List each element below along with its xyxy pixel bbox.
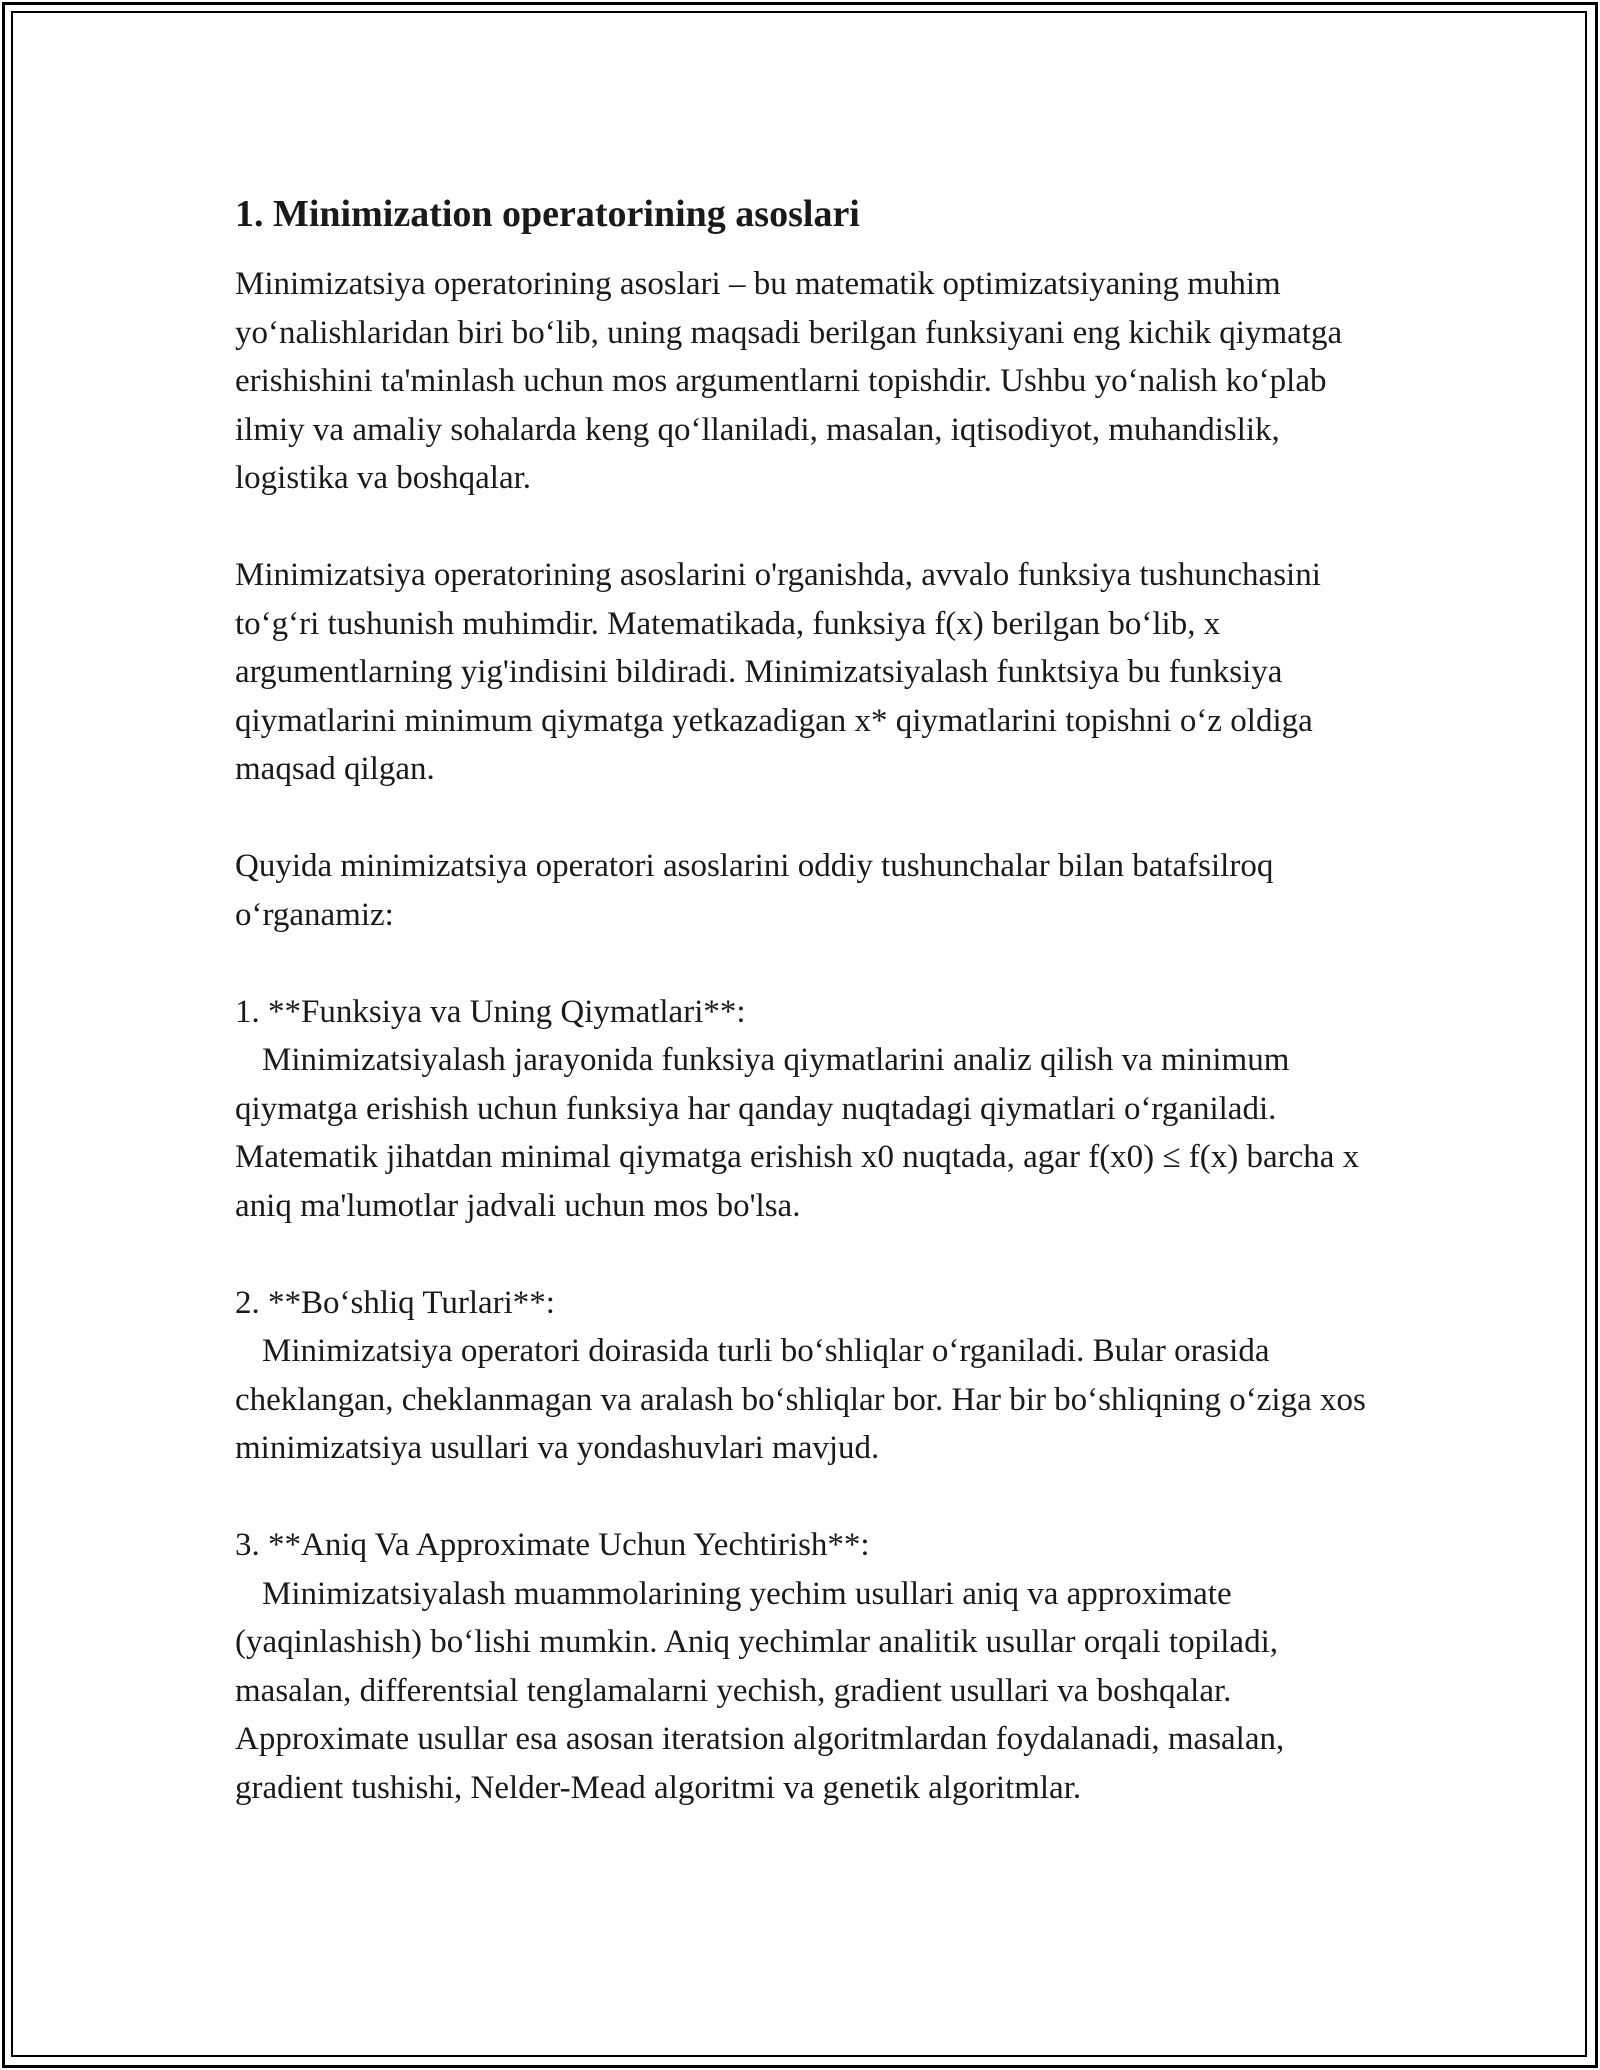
list-item bbox=[235, 988, 1385, 1231]
list-item-body: Minimizatsiyalash jarayonida funksiya qiymatlarini analiz qilish va minimum qiymatga erishish uchun funksiya har qanday nuqtadagi qiymatlari o‘rganiladi. Matematik jihatdan minimal qiymatga erishish x0 nuqtada, agar f(x0) ≤ f(x) barcha x aniq ma'lumotlar jadvali uchun mos bo'lsa. bbox=[235, 1042, 1360, 1224]
list-item-body: Minimizatsiya operatori doirasida turli bo‘shliqlar o‘rganiladi. Bular orasida cheklangan, cheklanmagan va aralash bo‘shliqlar bor. Har bir bo‘shliqning o‘ziga xos minimizatsiya usullari va yondashuvlari mavjud. bbox=[235, 1333, 1366, 1466]
list-item bbox=[235, 1521, 1385, 1812]
list-item-body: Minimizatsiyalash muammolarining yechim usullari aniq va approximate (yaqinlashish) bo‘lishi mumkin. Aniq yechimlar analitik usullar orqali topiladi, masalan, differentsial tenglamalarni yechish, gradient usullari va boshqalar. Approximate usullar esa asosan iteratsion algoritmlardan foydalanadi, masalan, gradient tushishi, Nelder-Mead algoritmi va genetik algoritmlar. bbox=[235, 1575, 1285, 1806]
paragraph-function-concept: Minimizatsiya operatorining asoslarini o'rganishda, avvalo funksiya tushunchasini to‘g‘ri tushunish muhimdir. Matematikada, funksiya f(x) berilgan bo‘lib, x argumentlarning yig'indisini bildiradi. Minimizatsiyalash funktsiya bu funksiya qiymatlarini minimum qiymatga yetkazadigan x* qiymatlarini topishni o‘z oldiga maqsad qilgan. bbox=[235, 557, 1321, 787]
document-body bbox=[235, 188, 1385, 1861]
list-item-heading: 3. **Aniq Va Approximate Uchun Yechtirish**: bbox=[235, 1527, 870, 1563]
list-item-heading: 1. **Funksiya va Uning Qiymatlari**: bbox=[235, 993, 746, 1030]
list-item bbox=[235, 1279, 1385, 1473]
section-title: 1. Minimization operatorining asoslari bbox=[235, 193, 860, 235]
paragraph-list-intro: Quyida minimizatsiya operatori asoslarini oddiy tushunchalar bilan batafsilroq o‘rganamiz: bbox=[235, 848, 1274, 933]
paragraph-intro: Minimizatsiya operatorining asoslari – bu matematik optimizatsiyaning muhim yo‘nalishlaridan biri bo‘lib, uning maqsadi berilgan funksiyani eng kichik qiymatga erishishini ta'minlash uchun mos argumentlarni topishdir. Ushbu yo‘nalish ko‘plab ilmiy va amaliy sohalarda keng qo‘llaniladi, masalan, iqtisodiyot, muhandislik, logistika va boshqalar. bbox=[235, 266, 1343, 496]
list-item-heading: 2. **Bo‘shliq Turlari**: bbox=[235, 1284, 555, 1321]
